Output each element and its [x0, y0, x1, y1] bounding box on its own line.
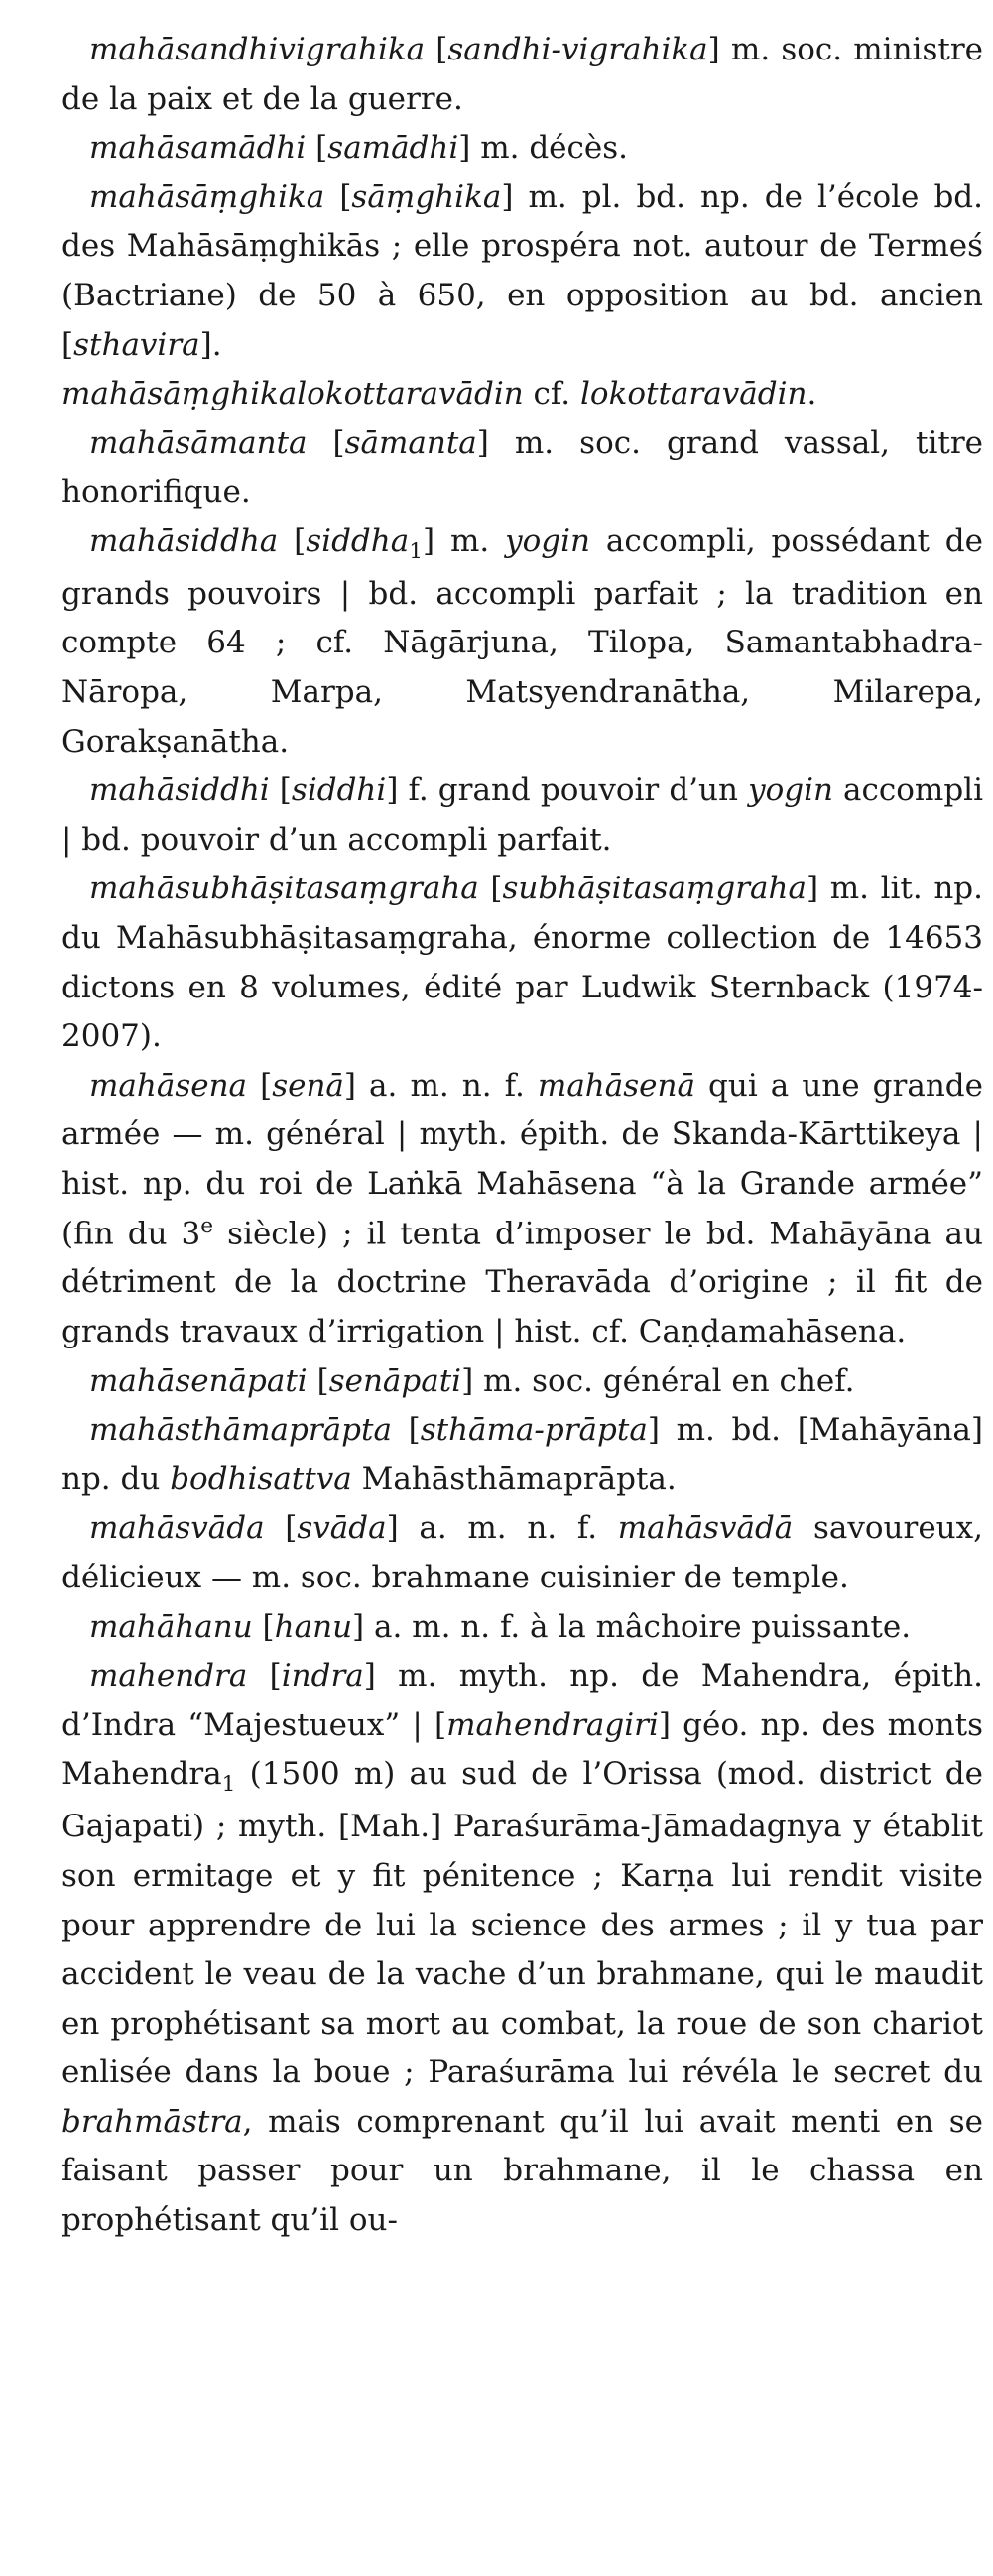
dictionary-entry [62, 419, 983, 518]
entry-text: ] m. pl. bd. np. de l’école bd. des Mahāsāṃghikās ; elle prospéra not. autour de Termeś (Bactriane) de 50 à 650, en opposition au bd. ancien [ [62, 178, 983, 363]
entry-text: [ [264, 1510, 298, 1547]
dictionary-entry [62, 370, 983, 419]
entry-text: ] m. soc. grand vassal, titre honorifique. [62, 424, 983, 511]
entry-headword: mahāsandhivigrahika [89, 32, 426, 67]
dictionary-entry [62, 865, 983, 1061]
entry-headword: mahāsiddha [89, 523, 279, 559]
entry-text: , mais comprenant qu’il lui avait menti en se faisant passer pour un brahmane, il le chassa en prophétisant qu’il ou- [62, 2103, 983, 2239]
entry-text: ] m. décès. [458, 130, 628, 167]
entry-text: cf. [523, 376, 580, 412]
entry-text: (1500 m) au sud de l’Orissa (mod. district de Gajapati) ; myth. [Mah.] Paraśurāma-Jāmadagnya y établit son ermitage et y fit pénitence ; Karṇa lui rendit visite pour apprendre de lui la science des armes ; il y tua par accident le veau de la vache d’un brahmane, qui le maudit en prophétisant sa mort au combat, la roue de son chariot enlisée dans la boue ; Paraśurāma lui révéla le secret du [62, 1756, 983, 2091]
italic-term: siddhi [291, 772, 387, 809]
italic-term: subhāṣitasaṃgraha [502, 871, 807, 907]
entry-text: ] m. [423, 523, 506, 559]
italic-term: mahāsvādā [617, 1510, 794, 1547]
entry-text: [ [306, 130, 328, 167]
entry-text: ] a. m. n. f. [386, 1510, 618, 1547]
entry-text: [ [391, 1412, 421, 1449]
entry-text: ] m. lit. np. du Mahāsubhāṣitasaṃgraha, énorme collection de 14653 dictons en 8 volumes, édité par Ludwik Sternback (1974-2007). [62, 871, 983, 1055]
dictionary-entry [62, 1603, 983, 1653]
italic-term: senāpati [328, 1362, 462, 1399]
italic-term: bodhisattva [170, 1461, 352, 1497]
dictionary-entry [62, 766, 983, 865]
entry-headword: mahāsāmanta [89, 424, 308, 461]
entry-text: [ [278, 523, 307, 559]
entry-headword: mahāsenāpati [89, 1362, 308, 1399]
entry-headword: mahāsubhāṣitasaṃgraha [89, 871, 479, 907]
entry-text: [ [324, 178, 352, 215]
entry-text: [ [247, 1067, 273, 1104]
italic-term: sāṃghika [351, 178, 502, 215]
entry-text: ]. [199, 326, 222, 363]
entry-text: accompli | bd. pouvoir d’un accompli parfait. [62, 772, 983, 858]
entry-text: savoureux, délicieux — m. soc. brahmane cuisinier de temple. [62, 1510, 983, 1596]
entry-headword: mahāsāṃghikalokottaravādin [62, 376, 524, 412]
entry-text: qui a une grande armée — m. général | myth. épith. de Skanda-Kārttikeya | hist. np. du roi de Laṅkā Mahāsena “à la Grande armée” (fin du 3 [62, 1067, 983, 1251]
italic-term: sandhi-vigrahika [447, 32, 708, 67]
italic-term: indra [281, 1658, 364, 1695]
entry-text: ] géo. np. des monts Mahendra [62, 1706, 983, 1793]
entry-text: [ [307, 1362, 329, 1399]
dictionary-entry [62, 1652, 983, 2245]
entry-text: [ [269, 772, 292, 809]
entry-text: ] a. m. n. f. [343, 1067, 538, 1104]
entry-text: ] a. m. n. f. à la mâchoire puissante. [352, 1608, 912, 1645]
dictionary-entry [62, 1357, 983, 1407]
entry-headword: mahāsāṃghika [89, 178, 325, 215]
italic-term: sthavira [73, 326, 200, 363]
italic-term: mahāsenā [537, 1067, 695, 1104]
entry-text: ] m. soc. ministre de la paix et de la guerre. [62, 32, 984, 117]
dictionary-entry [62, 26, 983, 124]
entry-text: ] m. myth. np. de Mahendra, épith. d’Indra “Majestueux” | [ [62, 1658, 983, 1743]
dictionary-entry [62, 1406, 983, 1504]
entry-text: [ [252, 1608, 275, 1645]
dictionary-entry [62, 174, 983, 370]
entry-headword: mahāsamādhi [89, 130, 307, 167]
italic-term: siddha [306, 523, 410, 559]
entry-text: . [807, 376, 817, 412]
italic-term: brahmāstra [62, 2103, 243, 2140]
entry-text: Mahāsthāmaprāpta. [351, 1461, 677, 1497]
superscript-text: e [200, 1213, 214, 1238]
entry-text: [ [247, 1658, 282, 1695]
entry-text: accompli, possédant de grands pouvoirs | bd. accompli parfait ; la tradition en compte 64 ; cf. Nāgārjuna, Tilopa, Samantabhadra-Nāropa, Marpa, Matsyendranātha, Milarepa, Gorakṣanātha. [62, 523, 983, 760]
italic-term: yogin [748, 772, 833, 809]
dictionary-entry [62, 124, 983, 174]
subscript-index: 1 [409, 539, 424, 565]
italic-term: senā [272, 1067, 344, 1104]
entry-headword: mahāsvāda [89, 1510, 265, 1547]
italic-term: svāda [297, 1510, 387, 1547]
italic-term: sthāma-prāpta [420, 1412, 648, 1449]
italic-term: sāmanta [344, 424, 477, 461]
entry-headword: mahendra [89, 1658, 248, 1695]
entry-headword: mahāhanu [89, 1608, 253, 1645]
entry-text: [ [425, 32, 448, 67]
entry-text: ] m. soc. général en chef. [461, 1362, 855, 1399]
entry-text: ] m. bd. [Mahāyāna] np. du [62, 1412, 984, 1497]
dictionary-entry [62, 1504, 983, 1602]
entry-headword: mahāsthāmaprāpta [89, 1412, 392, 1449]
entry-headword: mahāsiddhi [89, 772, 270, 809]
entry-text: [ [307, 424, 345, 461]
italic-term: mahendragiri [446, 1706, 659, 1743]
italic-term: hanu [274, 1608, 353, 1645]
italic-term: samādhi [327, 130, 459, 167]
italic-term: yogin [505, 523, 591, 559]
subscript-index: 1 [221, 1772, 236, 1798]
entry-text: siècle) ; il tenta d’imposer le bd. Mahāyāna au détriment de la doctrine Theravāda d’origine ; il fit de grands travaux d’irrigation | hist. cf. Caṇḍamahāsena. [62, 1215, 983, 1350]
dictionary-entry [62, 1062, 983, 1357]
entry-headword: mahāsena [89, 1067, 248, 1104]
italic-term: lokottaravādin [580, 376, 807, 412]
entry-text: ] f. grand pouvoir d’un [386, 772, 749, 809]
entry-text: [ [478, 871, 503, 907]
dictionary-entry [62, 518, 983, 766]
